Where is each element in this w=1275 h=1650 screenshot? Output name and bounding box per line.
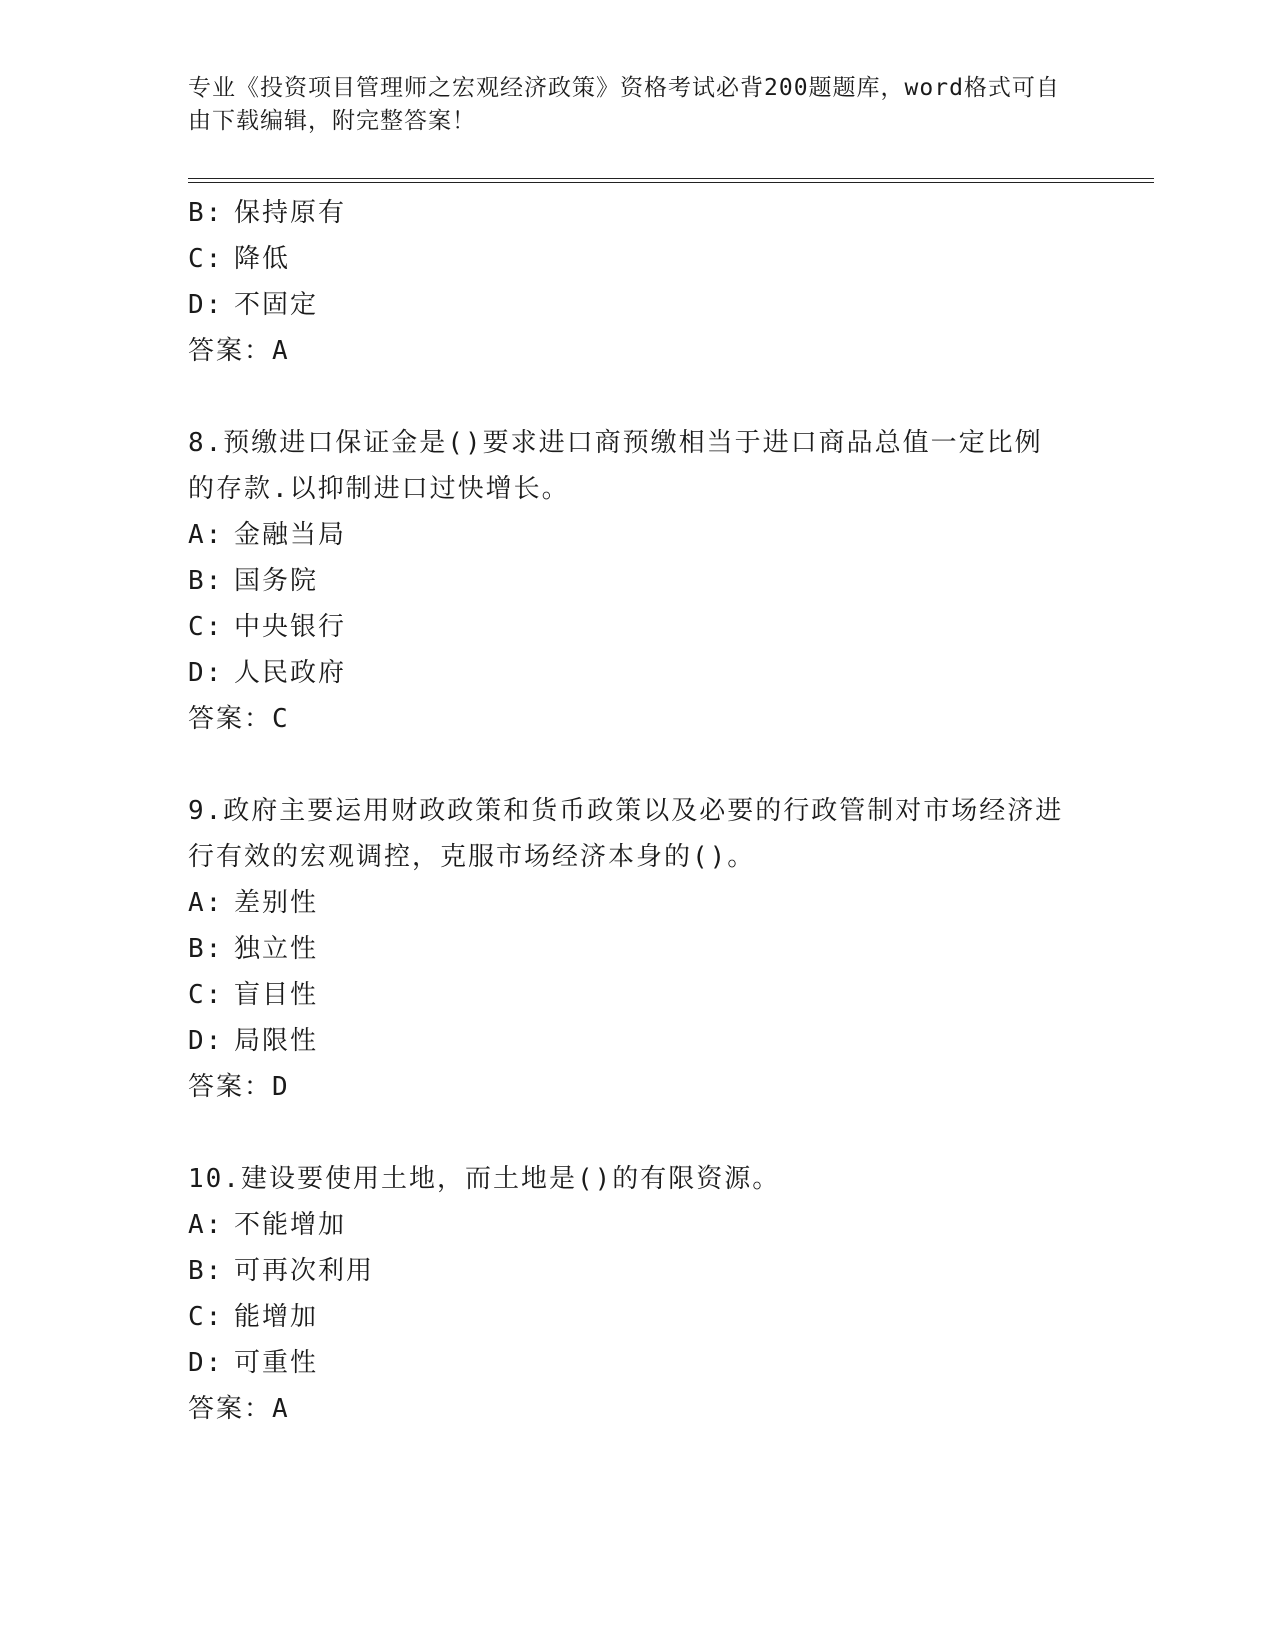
option-key: A: (188, 520, 224, 550)
document-body (188, 190, 1068, 1432)
answer-value: A (272, 1394, 288, 1424)
answer-row (188, 1386, 1068, 1432)
option-key: D: (188, 1348, 224, 1378)
option-key: C: (188, 980, 224, 1010)
option-row (188, 1018, 1068, 1064)
option-key: A: (188, 1210, 224, 1240)
question-block (188, 788, 1068, 1110)
question-gap (188, 742, 1068, 788)
option-text: 不固定 (234, 290, 319, 320)
option-row (188, 1248, 1068, 1294)
answer-label: 答案： (188, 704, 273, 734)
option-row (188, 282, 1068, 328)
answer-row (188, 696, 1068, 742)
answer-row (188, 1064, 1068, 1110)
option-text: 盲目性 (234, 980, 319, 1010)
question-block (188, 420, 1068, 742)
option-row (188, 512, 1068, 558)
option-row (188, 972, 1068, 1018)
option-text: 不能增加 (234, 1210, 347, 1240)
option-text: 差别性 (234, 888, 319, 918)
option-row (188, 190, 1068, 236)
option-row (188, 880, 1068, 926)
answer-label: 答案： (188, 336, 273, 366)
option-key: C: (188, 244, 224, 274)
option-key: B: (188, 1256, 224, 1286)
option-row (188, 1340, 1068, 1386)
option-row (188, 1294, 1068, 1340)
option-text: 独立性 (234, 934, 319, 964)
option-key: A: (188, 888, 224, 918)
option-text: 保持原有 (234, 198, 347, 228)
option-key: C: (188, 1302, 224, 1332)
question-gap (188, 1110, 1068, 1156)
option-key: C: (188, 612, 224, 642)
option-row (188, 604, 1068, 650)
answer-value: C (272, 704, 288, 734)
question-text: 10.建设要使用土地，而土地是()的有限资源。 (188, 1164, 781, 1194)
option-key: B: (188, 198, 224, 228)
question-block (188, 1156, 1068, 1432)
answer-row (188, 328, 1068, 374)
option-text: 局限性 (234, 1026, 319, 1056)
question-text: 9.政府主要运用财政政策和货币政策以及必要的行政管制对市场经济进行有效的宏观调控，克服市场经济本身的()。 (188, 796, 1064, 872)
answer-label: 答案： (188, 1072, 273, 1102)
option-row (188, 650, 1068, 696)
option-key: B: (188, 566, 224, 596)
option-text: 人民政府 (234, 658, 347, 688)
option-row (188, 558, 1068, 604)
answer-value: D (272, 1072, 288, 1102)
option-text: 中央银行 (234, 612, 347, 642)
option-text: 能增加 (234, 1302, 319, 1332)
question-text: 8.预缴进口保证金是()要求进口商预缴相当于进口商品总值一定比例的存款.以抑制进口过快增长。 (188, 428, 1043, 504)
option-text: 可再次利用 (234, 1256, 375, 1286)
option-key: D: (188, 658, 224, 688)
option-key: D: (188, 290, 224, 320)
answer-value: A (272, 336, 288, 366)
option-text: 降低 (234, 244, 291, 274)
question-block-fragment (188, 190, 1068, 374)
option-text: 国务院 (234, 566, 319, 596)
option-text: 金融当局 (234, 520, 347, 550)
header-divider-bottom (188, 182, 1154, 183)
question-gap (188, 374, 1068, 420)
document-header: 专业《投资项目管理师之宏观经济政策》资格考试必背200题题库，word格式可自由下载编辑，附完整答案！ (188, 75, 1060, 134)
option-key: D: (188, 1026, 224, 1056)
option-text: 可重性 (234, 1348, 319, 1378)
option-row (188, 926, 1068, 972)
answer-label: 答案： (188, 1394, 273, 1424)
header-divider-top (188, 178, 1154, 179)
option-row (188, 236, 1068, 282)
option-key: B: (188, 934, 224, 964)
option-row (188, 1202, 1068, 1248)
